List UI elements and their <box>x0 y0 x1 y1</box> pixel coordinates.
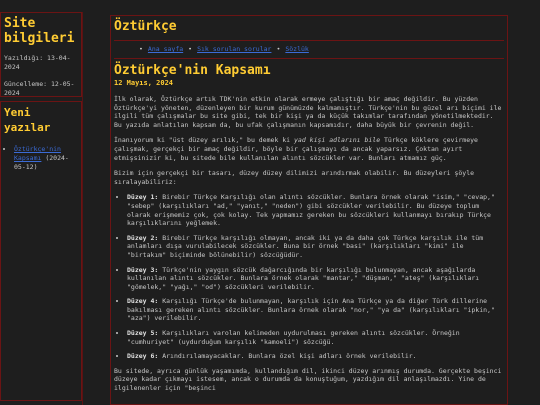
new-posts-list <box>4 145 78 172</box>
level-label: Düzey 5: <box>127 329 159 338</box>
nav-bullet: • <box>139 45 143 53</box>
nav-link-home[interactable]: Ana sayfa <box>147 45 184 53</box>
level-item-3 <box>127 266 504 292</box>
nav-bullet: • <box>276 45 281 53</box>
site-title: Öztürkçe <box>114 19 177 34</box>
paragraph-belief-a: İnanıyorum ki "üst düzey arılık," bu demek ki <box>114 136 295 145</box>
paragraph-conclusion: Bu sitede, ayrıca günlük yaşamımda, kullandığım dil, ikinci düzey arınmış durumda. Gerçekte beşinci düzeye kadar çıkmayı istesem, ancak o durumda da konuştuğum, yazdığım dil anlaşılmazdı. Yine de ilgilenenler için "beşinci <box>114 366 502 393</box>
level-text: Karşılığı Türkçe'de bulunmayan, karşılık için Ana Türkçe ya da diğer Türk dillerine bakılması gereken alıntı sözcükler. Bunlara örnek olarak "nor," "ya da" (karşılıkları "ipkin," "aza") verilebilir. <box>127 297 495 323</box>
level-text: Karşılıkları varolan kelimeden uydurulması gereken alıntı sözcükler. Örneğin "cumhuriyet" (uydurduğum karşılık "kamoeli") sözcüğü. <box>127 329 460 346</box>
updated-date: Güncelleme: 12-05-2024 <box>4 80 75 97</box>
level-text: Birebir Türkçe Karşılığı olan alıntı sözcükler. Bunlara örnek olarak "isim," "cevap," "sebep" (karşılıkları "ad," "yanıt," "neden") gibi sözcükler verilebilir. Bu düzeye toplum olarak erişmemiz çok, çok kolay. Tek yapmamız gereken bu sözcükleri kullanmayı bırakıp Türkçe karşılıklarını yeğlemek. <box>127 193 495 228</box>
written-date: Yazıldığı: 13-04-2024 <box>4 54 71 71</box>
new-post-date: (2024-05-12) <box>14 154 69 171</box>
level-label: Düzey 2: <box>127 233 159 242</box>
level-text: Türkçe'nin yaygın sözcük dağarcığında bir karşılığı bulunmayan, ancak aşağılarda kullanılan alıntı sözcükler. Bunlara örnek olarak "mantar," "düşman," "ateş" (karşılıkları "gömelek," "yağı," "od") sözcükleri verilebilir. <box>127 265 480 291</box>
level-item-2 <box>127 234 504 260</box>
level-item-6 <box>127 352 504 361</box>
main-content <box>110 15 508 405</box>
level-item-4 <box>127 297 504 323</box>
paragraph-levels-intro: Bizim için gerçekçi bir tasarı, düzey düzey dilimizi arındırmak olabilir. Bu düzeyleri şöyle sıralayabiliriz: <box>114 169 475 186</box>
sidebar <box>0 12 83 405</box>
level-text: Birebir Türkçe karşılığı olmayan, ancak iki ya da daha çok Türkçe karşılık ile tüm anlamları dışa vurulabilecek sözcükler. Buna bir örnek "basi" (karşılıkları "kimi" ile "birtakım" biçiminde bölünebilir) sözcüğüdür. <box>127 233 484 259</box>
page-title: Öztürkçe'nin Kapsamı <box>114 63 271 78</box>
paragraph-intro: İlk olarak, Öztürkçe artık TDK'nin etkin olarak ermeye çalıştığı bir amaç değildir. Bu yüzden Öztürkçe'yi yöneten, düzenleyen bir kurum günümüzde kalmamıştır. Türkçe'nin bu güzel arı biçimi ile ilgili tüm çalışmalar bu site gibi, tek bir kişi ya da küçük takımlar tarafından yönetilmektedir. Bu yazıda anlatılan kapsam da, bu ufak çalışmanın kapsamıdır, daha büyük bir çevrenin değil. <box>114 95 502 129</box>
levels-list <box>114 193 504 361</box>
nav-link-faq[interactable]: Sık sorulan sorular <box>197 45 272 53</box>
level-item-1 <box>127 193 504 227</box>
paragraph-belief <box>114 136 504 162</box>
new-posts-heading: Yeni yazılar <box>4 106 51 134</box>
level-label: Düzey 4: <box>127 297 159 306</box>
list-item <box>14 145 78 172</box>
site-info-panel <box>0 12 82 97</box>
new-posts-panel <box>0 101 82 401</box>
paragraph-belief-italic: yad kişi adlarını bile <box>294 136 381 145</box>
level-label: Düzey 3: <box>127 265 159 274</box>
level-item-5 <box>127 329 504 346</box>
level-label: Düzey 6: <box>127 352 159 361</box>
nav-link-dictionary[interactable]: Sözlük <box>285 45 309 53</box>
post-date: 12 Mayıs, 2024 <box>114 79 174 87</box>
paragraph-belief-b: Türkçe köklere çevirmeye çalışmak, gerçekçi bir amaç değildir, böyle bir çalışmayı da ancak yaparsız. Çoktan ayırt etmişsinizir ki, bu sitede bile kullanılan alıntı sözcükler var. Bunları atmamız güç. <box>114 136 478 162</box>
top-nav <box>114 40 504 59</box>
new-post-link[interactable]: Öztürkçe'nin Kapsamı <box>14 145 61 162</box>
level-label: Düzey 1: <box>127 193 159 202</box>
nav-bullet: • <box>188 45 193 53</box>
level-text: Arındırılamayacaklar. Bunlara özel kişi adları örnek verilebilir. <box>158 352 417 361</box>
site-info-heading: Site bilgileri <box>4 16 75 46</box>
